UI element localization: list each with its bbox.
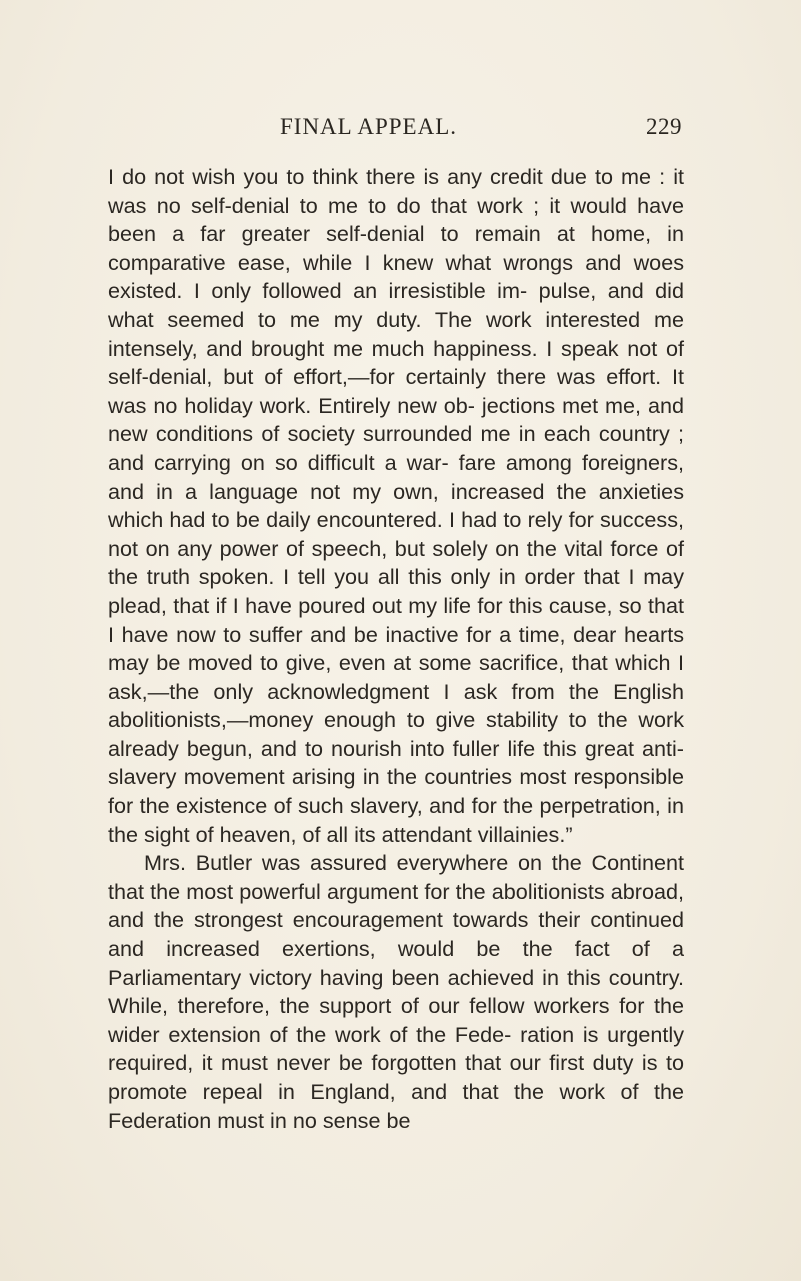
- body-text: [108, 163, 684, 1135]
- paragraph-quote-continuation: I do not wish you to think there is any credit due to me : it was no self-denial to me to do that work ; it would have been a far greater self-denial to remain at home, in comparative ease, while I knew what wrongs and woes existed. I only followed an irresistible im- pulse, and did what seemed to me my duty. The work interested me intensely, and brought me much happiness. I speak not of self-denial, but of effort,—for certainly there was effort. It was no holiday work. Entirely new ob- jections met me, and new conditions of society surrounded me in each country ; and carrying on so difficult a war- fare among foreigners, and in a language not my own, increased the anxieties which had to be daily encountered. I had to rely for success, not on any power of speech, but solely on the vital force of the truth spoken. I tell you all this only in order that I may plead, that if I have poured out my life for this cause, so that I have now to suffer and be inactive for a time, dear hearts may be moved to give, even at some sacrifice, that which I ask,—the only acknowledgment I ask from the English abolitionists,—money enough to give stability to the work already begun, and to nourish into fuller life this great anti-slavery movement arising in the countries most responsible for the existence of such slavery, and for the perpetration, in the sight of heaven, of all its attendant villainies.”: [108, 164, 684, 847]
- running-title: FINAL APPEAL.: [280, 114, 457, 139]
- running-head: [280, 114, 682, 140]
- paragraph-butler: Mrs. Butler was assured everywhere on the Continent that the most powerful argument for the abolitionists abroad, and the strongest encouragement towards their continued and increased exertions, would be the fact of a Parliamentary victory having been achieved in this country. While, therefore, the support of our fellow workers for the wider extension of the work of the Fede- ration is urgently required, it must never be forgotten that our first duty is to promote repeal in England, and that the work of the Federation must in no sense be: [108, 850, 684, 1133]
- page-number: 229: [646, 114, 682, 139]
